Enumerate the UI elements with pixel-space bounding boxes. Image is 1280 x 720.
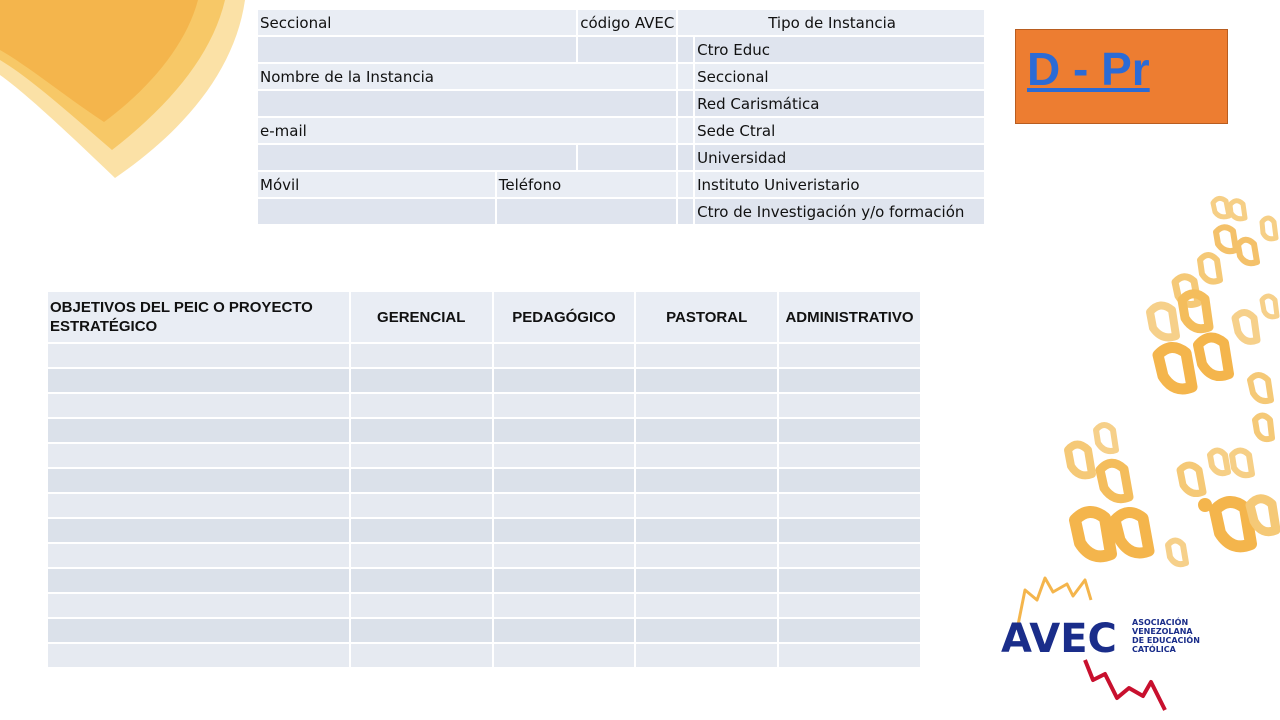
area-cell[interactable] bbox=[635, 543, 778, 568]
avec-line-3: DE EDUCACIÓN bbox=[1132, 636, 1200, 645]
d-pr-badge bbox=[1015, 29, 1228, 124]
area-cell[interactable] bbox=[350, 618, 493, 643]
tipo-option: Ctro Educ bbox=[694, 36, 985, 63]
table-row bbox=[47, 393, 921, 418]
area-cell[interactable] bbox=[493, 568, 636, 593]
area-cell[interactable] bbox=[350, 418, 493, 443]
header-administrativo: ADMINISTRATIVO bbox=[778, 291, 921, 343]
area-cell[interactable] bbox=[493, 368, 636, 393]
table-row bbox=[47, 443, 921, 468]
area-cell[interactable] bbox=[350, 568, 493, 593]
avec-line-2: VENEZOLANA bbox=[1132, 627, 1193, 636]
email-label: e-mail bbox=[257, 117, 677, 144]
codigo-avec-label: código AVEC bbox=[577, 9, 677, 36]
table-row bbox=[257, 63, 985, 90]
objectives-table bbox=[46, 290, 922, 669]
area-cell[interactable] bbox=[350, 493, 493, 518]
email-field[interactable] bbox=[257, 144, 577, 171]
table-row bbox=[47, 618, 921, 643]
tipo-option: Instituto Univeristario bbox=[694, 171, 985, 198]
area-cell[interactable] bbox=[493, 643, 636, 668]
table-row bbox=[257, 117, 985, 144]
table-row bbox=[47, 343, 921, 368]
area-cell[interactable] bbox=[350, 543, 493, 568]
table-row bbox=[257, 198, 985, 225]
telefono-field[interactable] bbox=[496, 198, 677, 225]
telefono-label: Teléfono bbox=[496, 171, 677, 198]
area-cell[interactable] bbox=[350, 343, 493, 368]
area-cell[interactable] bbox=[350, 368, 493, 393]
objective-cell[interactable] bbox=[47, 543, 350, 568]
objectives-body bbox=[47, 343, 921, 668]
nombre-instancia-label: Nombre de la Instancia bbox=[257, 63, 677, 90]
seccional-label: Seccional bbox=[257, 9, 577, 36]
tipo-instancia-label: Tipo de Instancia bbox=[677, 9, 985, 36]
area-cell[interactable] bbox=[493, 343, 636, 368]
tipo-option: Sede Ctral bbox=[694, 117, 985, 144]
table-row bbox=[257, 9, 985, 36]
area-cell[interactable] bbox=[635, 418, 778, 443]
header-pedagogico: PEDAGÓGICO bbox=[493, 291, 636, 343]
area-cell[interactable] bbox=[493, 443, 636, 468]
area-cell[interactable] bbox=[350, 518, 493, 543]
tipo-option: Ctro de Investigación y/o formación bbox=[694, 198, 985, 225]
instance-info-table bbox=[256, 8, 986, 226]
area-cell[interactable] bbox=[635, 643, 778, 668]
tipo-checkbox-cell[interactable] bbox=[677, 117, 694, 144]
table-row bbox=[47, 418, 921, 443]
seccional-field[interactable] bbox=[257, 36, 577, 63]
area-cell[interactable] bbox=[635, 618, 778, 643]
area-cell[interactable] bbox=[778, 418, 921, 443]
objective-cell[interactable] bbox=[47, 593, 350, 618]
table-row bbox=[257, 90, 985, 117]
objective-cell[interactable] bbox=[47, 468, 350, 493]
area-cell[interactable] bbox=[778, 543, 921, 568]
area-cell[interactable] bbox=[778, 343, 921, 368]
area-cell[interactable] bbox=[635, 368, 778, 393]
tipo-option: Red Carismática bbox=[694, 90, 985, 117]
table-row bbox=[47, 643, 921, 668]
area-cell[interactable] bbox=[635, 393, 778, 418]
objective-cell[interactable] bbox=[47, 493, 350, 518]
avec-line-1: ASOCIACIÓN bbox=[1132, 618, 1189, 627]
objective-cell[interactable] bbox=[47, 643, 350, 668]
tipo-checkbox-cell[interactable] bbox=[677, 90, 694, 117]
tipo-option: Universidad bbox=[694, 144, 985, 171]
area-cell[interactable] bbox=[635, 443, 778, 468]
table-row bbox=[47, 518, 921, 543]
avec-logo bbox=[995, 570, 1225, 715]
area-cell[interactable] bbox=[778, 368, 921, 393]
area-cell[interactable] bbox=[778, 593, 921, 618]
table-row bbox=[47, 468, 921, 493]
area-cell[interactable] bbox=[493, 518, 636, 543]
header-gerencial: GERENCIAL bbox=[350, 291, 493, 343]
table-row bbox=[47, 568, 921, 593]
table-row bbox=[257, 171, 985, 198]
table-header-row bbox=[47, 291, 921, 343]
area-cell[interactable] bbox=[778, 568, 921, 593]
table-row bbox=[47, 593, 921, 618]
tipo-checkbox-cell[interactable] bbox=[677, 198, 694, 225]
area-cell[interactable] bbox=[350, 468, 493, 493]
area-cell[interactable] bbox=[350, 443, 493, 468]
table-row bbox=[257, 144, 985, 171]
area-cell[interactable] bbox=[778, 393, 921, 418]
objective-cell[interactable] bbox=[47, 418, 350, 443]
area-cell[interactable] bbox=[635, 493, 778, 518]
corner-leaf-decoration bbox=[0, 0, 260, 190]
tipo-option: Seccional bbox=[694, 63, 985, 90]
objective-cell[interactable] bbox=[47, 368, 350, 393]
table-row bbox=[47, 368, 921, 393]
tipo-checkbox-cell[interactable] bbox=[677, 171, 694, 198]
table-row bbox=[257, 36, 985, 63]
area-cell[interactable] bbox=[493, 493, 636, 518]
area-cell[interactable] bbox=[778, 468, 921, 493]
area-cell[interactable] bbox=[778, 518, 921, 543]
header-objetivos: OBJETIVOS DEL PEIC O PROYECTO ESTRATÉGICO bbox=[47, 291, 350, 343]
area-cell[interactable] bbox=[493, 593, 636, 618]
area-cell[interactable] bbox=[350, 643, 493, 668]
tipo-checkbox-cell[interactable] bbox=[677, 36, 694, 63]
area-cell[interactable] bbox=[635, 593, 778, 618]
d-pr-link[interactable]: D - Pr bbox=[1027, 43, 1150, 95]
header-pastoral: PASTORAL bbox=[635, 291, 778, 343]
area-cell[interactable] bbox=[493, 543, 636, 568]
area-cell[interactable] bbox=[350, 393, 493, 418]
area-cell[interactable] bbox=[493, 393, 636, 418]
movil-label: Móvil bbox=[257, 171, 496, 198]
area-cell[interactable] bbox=[635, 568, 778, 593]
objective-cell[interactable] bbox=[47, 618, 350, 643]
nombre-instancia-field[interactable] bbox=[257, 90, 677, 117]
area-cell[interactable] bbox=[635, 468, 778, 493]
area-cell[interactable] bbox=[635, 343, 778, 368]
movil-field[interactable] bbox=[257, 198, 496, 225]
table-row bbox=[47, 493, 921, 518]
area-cell[interactable] bbox=[493, 468, 636, 493]
objective-cell[interactable] bbox=[47, 443, 350, 468]
avec-line-4: CATÓLICA bbox=[1132, 645, 1176, 654]
area-cell[interactable] bbox=[778, 443, 921, 468]
objective-cell[interactable] bbox=[47, 518, 350, 543]
objective-cell[interactable] bbox=[47, 393, 350, 418]
codigo-avec-field[interactable] bbox=[577, 36, 677, 63]
avec-wordmark: AVEC bbox=[1001, 616, 1117, 662]
area-cell[interactable] bbox=[778, 643, 921, 668]
area-cell[interactable] bbox=[778, 618, 921, 643]
area-cell[interactable] bbox=[493, 618, 636, 643]
tipo-checkbox-cell[interactable] bbox=[677, 144, 694, 171]
area-cell[interactable] bbox=[778, 493, 921, 518]
area-cell[interactable] bbox=[635, 518, 778, 543]
table-row bbox=[47, 543, 921, 568]
area-cell[interactable] bbox=[350, 593, 493, 618]
objective-cell[interactable] bbox=[47, 343, 350, 368]
email-field-extra[interactable] bbox=[577, 144, 677, 171]
tipo-checkbox-cell[interactable] bbox=[677, 63, 694, 90]
area-cell[interactable] bbox=[493, 418, 636, 443]
objective-cell[interactable] bbox=[47, 568, 350, 593]
